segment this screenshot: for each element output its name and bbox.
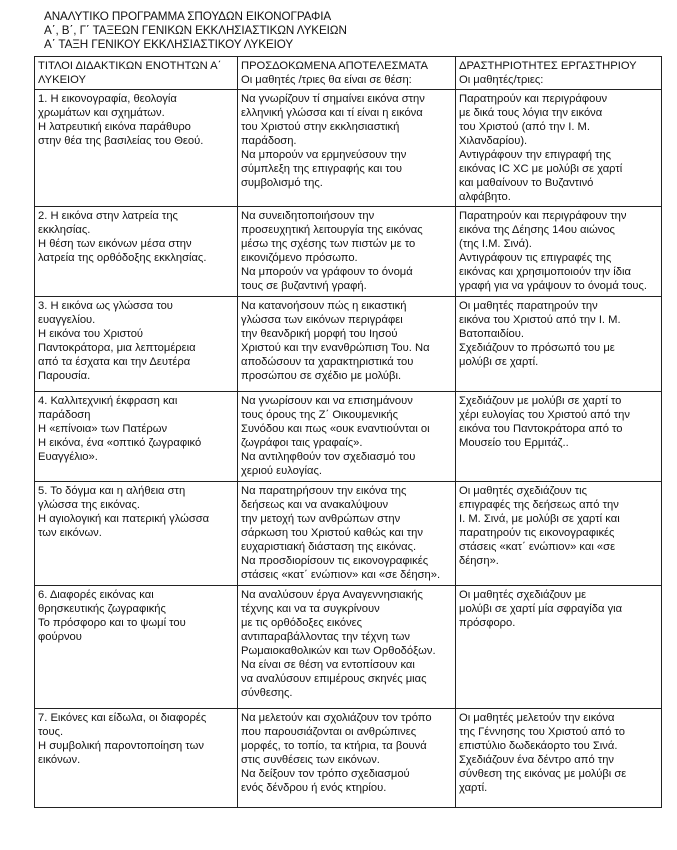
table-row: [35, 90, 662, 207]
cell-text-line: Να κατανοήσουν πώς η εικαστική: [241, 300, 407, 312]
cell-text-line: Ευαγγέλιο».: [38, 451, 98, 463]
cell-text-line: αλφάβητο.: [459, 191, 511, 203]
cell-text-line: Παρατηρούν και περιγράφουν την: [459, 210, 627, 222]
cell-text-line: στάσεις «κατ΄ ενώπιον» και «σε δέηση».: [241, 569, 441, 581]
cell-text-line: 5. Το δόγμα και η αλήθεια στη: [38, 485, 186, 497]
cell-text-line: Η θέση των εικόνων μέσα στην: [38, 238, 192, 250]
cell-outcomes: [238, 392, 456, 482]
cell-text-line: τους σε βυζαντινή γραφή.: [241, 280, 367, 292]
cell-text-line: Η εικόνα του Χριστού: [38, 328, 144, 340]
cell-title: [35, 709, 238, 808]
cell-text-line: Χιλανδαρίου).: [459, 135, 528, 147]
cell-text-line: εικόνα του Παντοκράτορα από το: [459, 423, 623, 435]
cell-activities: [456, 90, 662, 207]
cell-text-line: εικόνας και χρησιμοποιούν την ίδια: [459, 266, 631, 278]
cell-text-line: εικόνα του Χριστού από την Ι. Μ.: [459, 314, 621, 326]
header-text: ΠΡΟΣΔΟΚΩΜΕΝΑ ΑΠΟΤΕΛΕΣΜΑΤΑ: [241, 60, 428, 72]
cell-text-line: ενός δένδρου ή ενός κτηρίου.: [241, 782, 387, 794]
cell-text-line: Η συμβολική παροντοποίηση των: [38, 740, 204, 752]
cell-text-line: Οι μαθητές παρατηρούν την: [459, 300, 598, 312]
cell-text-line: εικόνας IC XC με μολύβι σε χαρτί: [459, 163, 623, 175]
cell-activities: [456, 482, 662, 586]
cell-title: [35, 482, 238, 586]
cell-text-line: Παρατηρούν και περιγράφουν: [459, 93, 608, 105]
cell-text-line: με τις ορθόδοξες εικόνες: [241, 617, 363, 629]
header-line-3: Α΄ ΤΑΞΗ ΓΕΝΙΚΟΥ ΕΚΚΛΗΣΙΑΣΤΙΚΟΥ ΛΥΚΕΙΟΥ: [44, 38, 294, 51]
cell-text-line: παράδοση.: [241, 135, 297, 147]
cell-outcomes: [238, 207, 456, 297]
cell-text-line: χέρι ευλογίας του Χριστού από την: [459, 409, 631, 421]
cell-text-line: συμβολισμό της.: [241, 177, 323, 189]
table-row: [35, 482, 662, 586]
cell-text-line: Η αγιολογική και πατερική γλώσσα: [38, 513, 210, 525]
cell-text-line: Βατοπαιδίου.: [459, 328, 524, 340]
table-row: [35, 709, 662, 808]
column-header-outcomes: [238, 57, 456, 90]
cell-text-line: αποδώσουν τα χαρακτηριστικά του: [241, 356, 414, 368]
cell-text-line: την θεανδρική μορφή του Ιησού: [241, 328, 398, 340]
cell-text-line: χεριού ευλογίας.: [241, 465, 322, 477]
cell-text-line: 4. Καλλιτεχνική έκφραση και: [38, 395, 178, 407]
cell-title: [35, 297, 238, 392]
cell-text-line: Συνόδου και πως «ουκ εναντιούνται οι: [241, 423, 430, 435]
cell-text-line: των εικόνων.: [38, 527, 102, 539]
cell-text-line: 1. Η εικονογραφία, θεολογία: [38, 93, 177, 105]
cell-outcomes: [238, 482, 456, 586]
cell-text-line: λατρεία της ορθόδοξης εκκλησίας.: [38, 252, 207, 264]
document-header: [44, 10, 347, 52]
header-text: Οι μαθητές /τριες θα είναι σε θέση:: [241, 74, 412, 86]
cell-text-line: Να μπορούν να ερμηνεύσουν την: [241, 149, 407, 161]
header-line-1: ΑΝΑΛΥΤΙΚΟ ΠΡΟΓΡΑΜΜΑ ΣΠΟΥΔΩΝ ΕΙΚΟΝΟΓΡΑΦΙΑ: [44, 10, 332, 23]
cell-text-line: την μετοχή των ανθρώπων στην: [241, 513, 401, 525]
cell-text-line: του Χριστού (από την Ι. Μ.: [459, 121, 590, 133]
cell-text-line: 3. Η εικόνα ως γλώσσα του: [38, 300, 173, 312]
cell-text-line: με δικά τους λόγια την εικόνα: [459, 107, 603, 119]
cell-activities: [456, 586, 662, 709]
cell-text-line: θρησκευτικής ζωγραφικής: [38, 603, 166, 615]
table-row: [35, 392, 662, 482]
cell-outcomes: [238, 297, 456, 392]
cell-text-line: στις συνθέσεις των εικόνων.: [241, 754, 380, 766]
cell-text-line: μορφές, το τοπίο, τα κτήρια, τα βουνά: [241, 740, 427, 752]
cell-text-line: στάσεις «κατ΄ ενώπιον» και «σε: [459, 541, 616, 553]
cell-text-line: Να αντιληφθούν τον σχεδιασμό του: [241, 451, 416, 463]
cell-text-line: εικόνα της Δέησης 14ου αιώνος: [459, 224, 615, 236]
cell-text-line: Να παρατηρήσουν την εικόνα της: [241, 485, 407, 497]
cell-text-line: επιγραφές της δεήσεως από την: [459, 499, 619, 511]
table-row: [35, 297, 662, 392]
cell-text-line: Οι μαθητές σχεδιάζουν με: [459, 589, 587, 601]
cell-text-line: Σχεδιάζουν ένα δέντρο από την: [459, 754, 615, 766]
cell-text-line: Να γνωρίσουν και να επισημάνουν: [241, 395, 413, 407]
cell-text-line: σύνθεσης.: [241, 687, 293, 699]
table-row: [35, 586, 662, 709]
cell-text-line: Αντιγράφουν την επιγραφή της: [459, 149, 612, 161]
cell-text-line: Να είναι σε θέση να εντοπίσουν και: [241, 659, 415, 671]
cell-text-line: Μουσείο του Ερμιτάζ..: [459, 437, 569, 449]
cell-text-line: σύνθεση της εικόνας με μολύβι σε: [459, 768, 627, 780]
cell-text-line: γλώσσα των εικόνων περιγράφει: [241, 314, 403, 326]
cell-text-line: προσευχητική λειτουργία της εικόνας: [241, 224, 423, 236]
cell-text-line: παράδοση: [38, 409, 91, 421]
cell-text-line: Σχεδιάζουν το πρόσωπό του με: [459, 342, 615, 354]
cell-activities: [456, 392, 662, 482]
cell-text-line: από τα έσχατα και την Δευτέρα: [38, 356, 191, 368]
cell-outcomes: [238, 586, 456, 709]
cell-text-line: Οι μαθητές σχεδιάζουν τις: [459, 485, 588, 497]
header-line-2: Α΄, Β΄, Γ΄ ΤΑΞΕΩΝ ΓΕΝΙΚΩΝ ΕΚΚΛΗΣΙΑΣΤΙΚΩΝ ΛΥΚΕΙΩΝ: [44, 24, 347, 37]
cell-text-line: Να μελετούν και σχολιάζουν τον τρόπο: [241, 712, 432, 724]
cell-text-line: ζωγράφοι ταις γραφαίς».: [241, 437, 363, 449]
cell-text-line: χρωμάτων και σχημάτων.: [38, 107, 165, 119]
cell-text-line: Να αναλύσουν έργα Αναγεννησιακής: [241, 589, 423, 601]
header-text: ΤΙΤΛΟΙ ΔΙΔΑΚΤΙΚΩΝ ΕΝΟΤΗΤΩΝ Α΄: [38, 60, 222, 72]
cell-activities: [456, 207, 662, 297]
cell-text-line: γραφή για να γράψουν το όνομά τους.: [459, 280, 648, 292]
cell-text-line: που παρουσιάζονται οι ανθρώπινες: [241, 726, 417, 738]
column-header-activities: [456, 57, 662, 90]
cell-text-line: της Γέννησης του Χριστού από το: [459, 726, 625, 738]
cell-text-line: Η λατρευτική εικόνα παράθυρο: [38, 121, 191, 133]
cell-text-line: πρόσφορο.: [459, 617, 516, 629]
cell-text-line: εκκλησίας.: [38, 224, 91, 236]
cell-text-line: Παρουσία.: [38, 370, 91, 382]
cell-text-line: Να γνωρίζουν τί σημαίνει εικόνα στην: [241, 93, 425, 105]
cell-text-line: μέσω της σχέσης των πιστών με το: [241, 238, 416, 250]
cell-outcomes: [238, 90, 456, 207]
cell-outcomes: [238, 709, 456, 808]
table-row: [35, 207, 662, 297]
cell-title: [35, 207, 238, 297]
cell-text-line: (της Ι.Μ. Σινά).: [459, 238, 532, 250]
cell-text-line: Αντιγράφουν τις επιγραφές της: [459, 252, 612, 264]
cell-text-line: γλώσσα της εικόνας.: [38, 499, 140, 511]
cell-text-line: αντιπαραβάλλοντας την τέχνη των: [241, 631, 410, 643]
cell-text-line: Οι μαθητές μελετούν την εικόνα: [459, 712, 615, 724]
cell-text-line: προσώπου σε σχέδιο με μολύβι.: [241, 370, 402, 382]
cell-text-line: ευχαριστιακή διάσταση της εικόνας.: [241, 541, 417, 553]
cell-text-line: φούρνου: [38, 631, 82, 643]
header-text: ΛΥΚΕΙΟΥ: [38, 74, 86, 86]
cell-text-line: εικόνων.: [38, 754, 81, 766]
column-header-titles: [35, 57, 238, 90]
cell-text-line: σάρκωση του Χριστού καθώς και την: [241, 527, 423, 539]
cell-text-line: Η «επίνοια» των Πατέρων: [38, 423, 168, 435]
cell-title: [35, 392, 238, 482]
cell-text-line: του Χριστού στην εκκλησιαστική: [241, 121, 400, 133]
cell-activities: [456, 709, 662, 808]
cell-text-line: Να συνειδητοποιήσουν την: [241, 210, 375, 222]
cell-text-line: δεήσεως και να ανακαλύψουν: [241, 499, 389, 511]
cell-text-line: τους όρους της Ζ΄ Οικουμενικής: [241, 409, 399, 421]
cell-text-line: παρατηρούν τις εικονογραφικές: [459, 527, 615, 539]
cell-text-line: Το πρόσφορο και το ψωμί του: [38, 617, 186, 629]
cell-text-line: Ι. Μ. Σινά, με μολύβι σε χαρτί και: [459, 513, 620, 525]
cell-text-line: 6. Διαφορές εικόνας και: [38, 589, 154, 601]
cell-title: [35, 90, 238, 207]
cell-text-line: στην θέα της βασιλείας του Θεού.: [38, 135, 204, 147]
cell-text-line: Να προσδιορίσουν τις εικονογραφικές: [241, 555, 429, 567]
cell-text-line: 7. Εικόνες και είδωλα, οι διαφορές: [38, 712, 207, 724]
cell-text-line: μολύβι σε χαρτί.: [459, 356, 539, 368]
cell-text-line: εικονιζόμενο πρόσωπο.: [241, 252, 358, 264]
cell-text-line: Παντοκράτορα, μια λεπτομέρεια: [38, 342, 196, 354]
cell-text-line: χαρτί.: [459, 782, 488, 794]
cell-text-line: να αναλύσουν επιμέρους σκηνές μιας: [241, 673, 427, 685]
cell-text-line: Να δείξουν τον τρόπο σχεδιασμού: [241, 768, 410, 780]
cell-text-line: Σχεδιάζουν με μολύβι σε χαρτί το: [459, 395, 622, 407]
cell-text-line: Να μπορούν να γράφουν το όνομά: [241, 266, 413, 278]
table-body: [35, 90, 662, 808]
cell-text-line: δέηση».: [459, 555, 499, 567]
cell-text-line: τους.: [38, 726, 64, 738]
header-text: Οι μαθητές/τριες:: [459, 74, 544, 86]
cell-text-line: επιστύλιο δωδεκάορτο του Σινά.: [459, 740, 618, 752]
table-header-row: [35, 57, 662, 90]
cell-text-line: μολύβι σε χαρτί μία σφραγίδα για: [459, 603, 623, 615]
cell-text-line: Ρωμαιοκαθολικών και των Ορθοδόξων.: [241, 645, 436, 657]
cell-text-line: ευαγγελίου.: [38, 314, 96, 326]
cell-text-line: σύμπλεξη της επιγραφής και του: [241, 163, 402, 175]
cell-activities: [456, 297, 662, 392]
cell-text-line: τέχνης και να τα συγκρίνουν: [241, 603, 380, 615]
cell-text-line: Η εικόνα, ένα «οπτικό ζωγραφικό: [38, 437, 202, 449]
cell-title: [35, 586, 238, 709]
header-text: ΔΡΑΣΤΗΡΙΟΤΗΤΕΣ ΕΡΓΑΣΤΗΡΙΟΥ: [459, 60, 637, 72]
curriculum-table: [34, 56, 662, 808]
cell-text-line: 2. Η εικόνα στην λατρεία της: [38, 210, 178, 222]
cell-text-line: και μαθαίνουν το Βυζαντινό: [459, 177, 594, 189]
cell-text-line: Χριστού και την ενανθρώπιση Του. Να: [241, 342, 430, 354]
cell-text-line: ελληνική γλώσσα και τί είναι η εικόνα: [241, 107, 423, 119]
